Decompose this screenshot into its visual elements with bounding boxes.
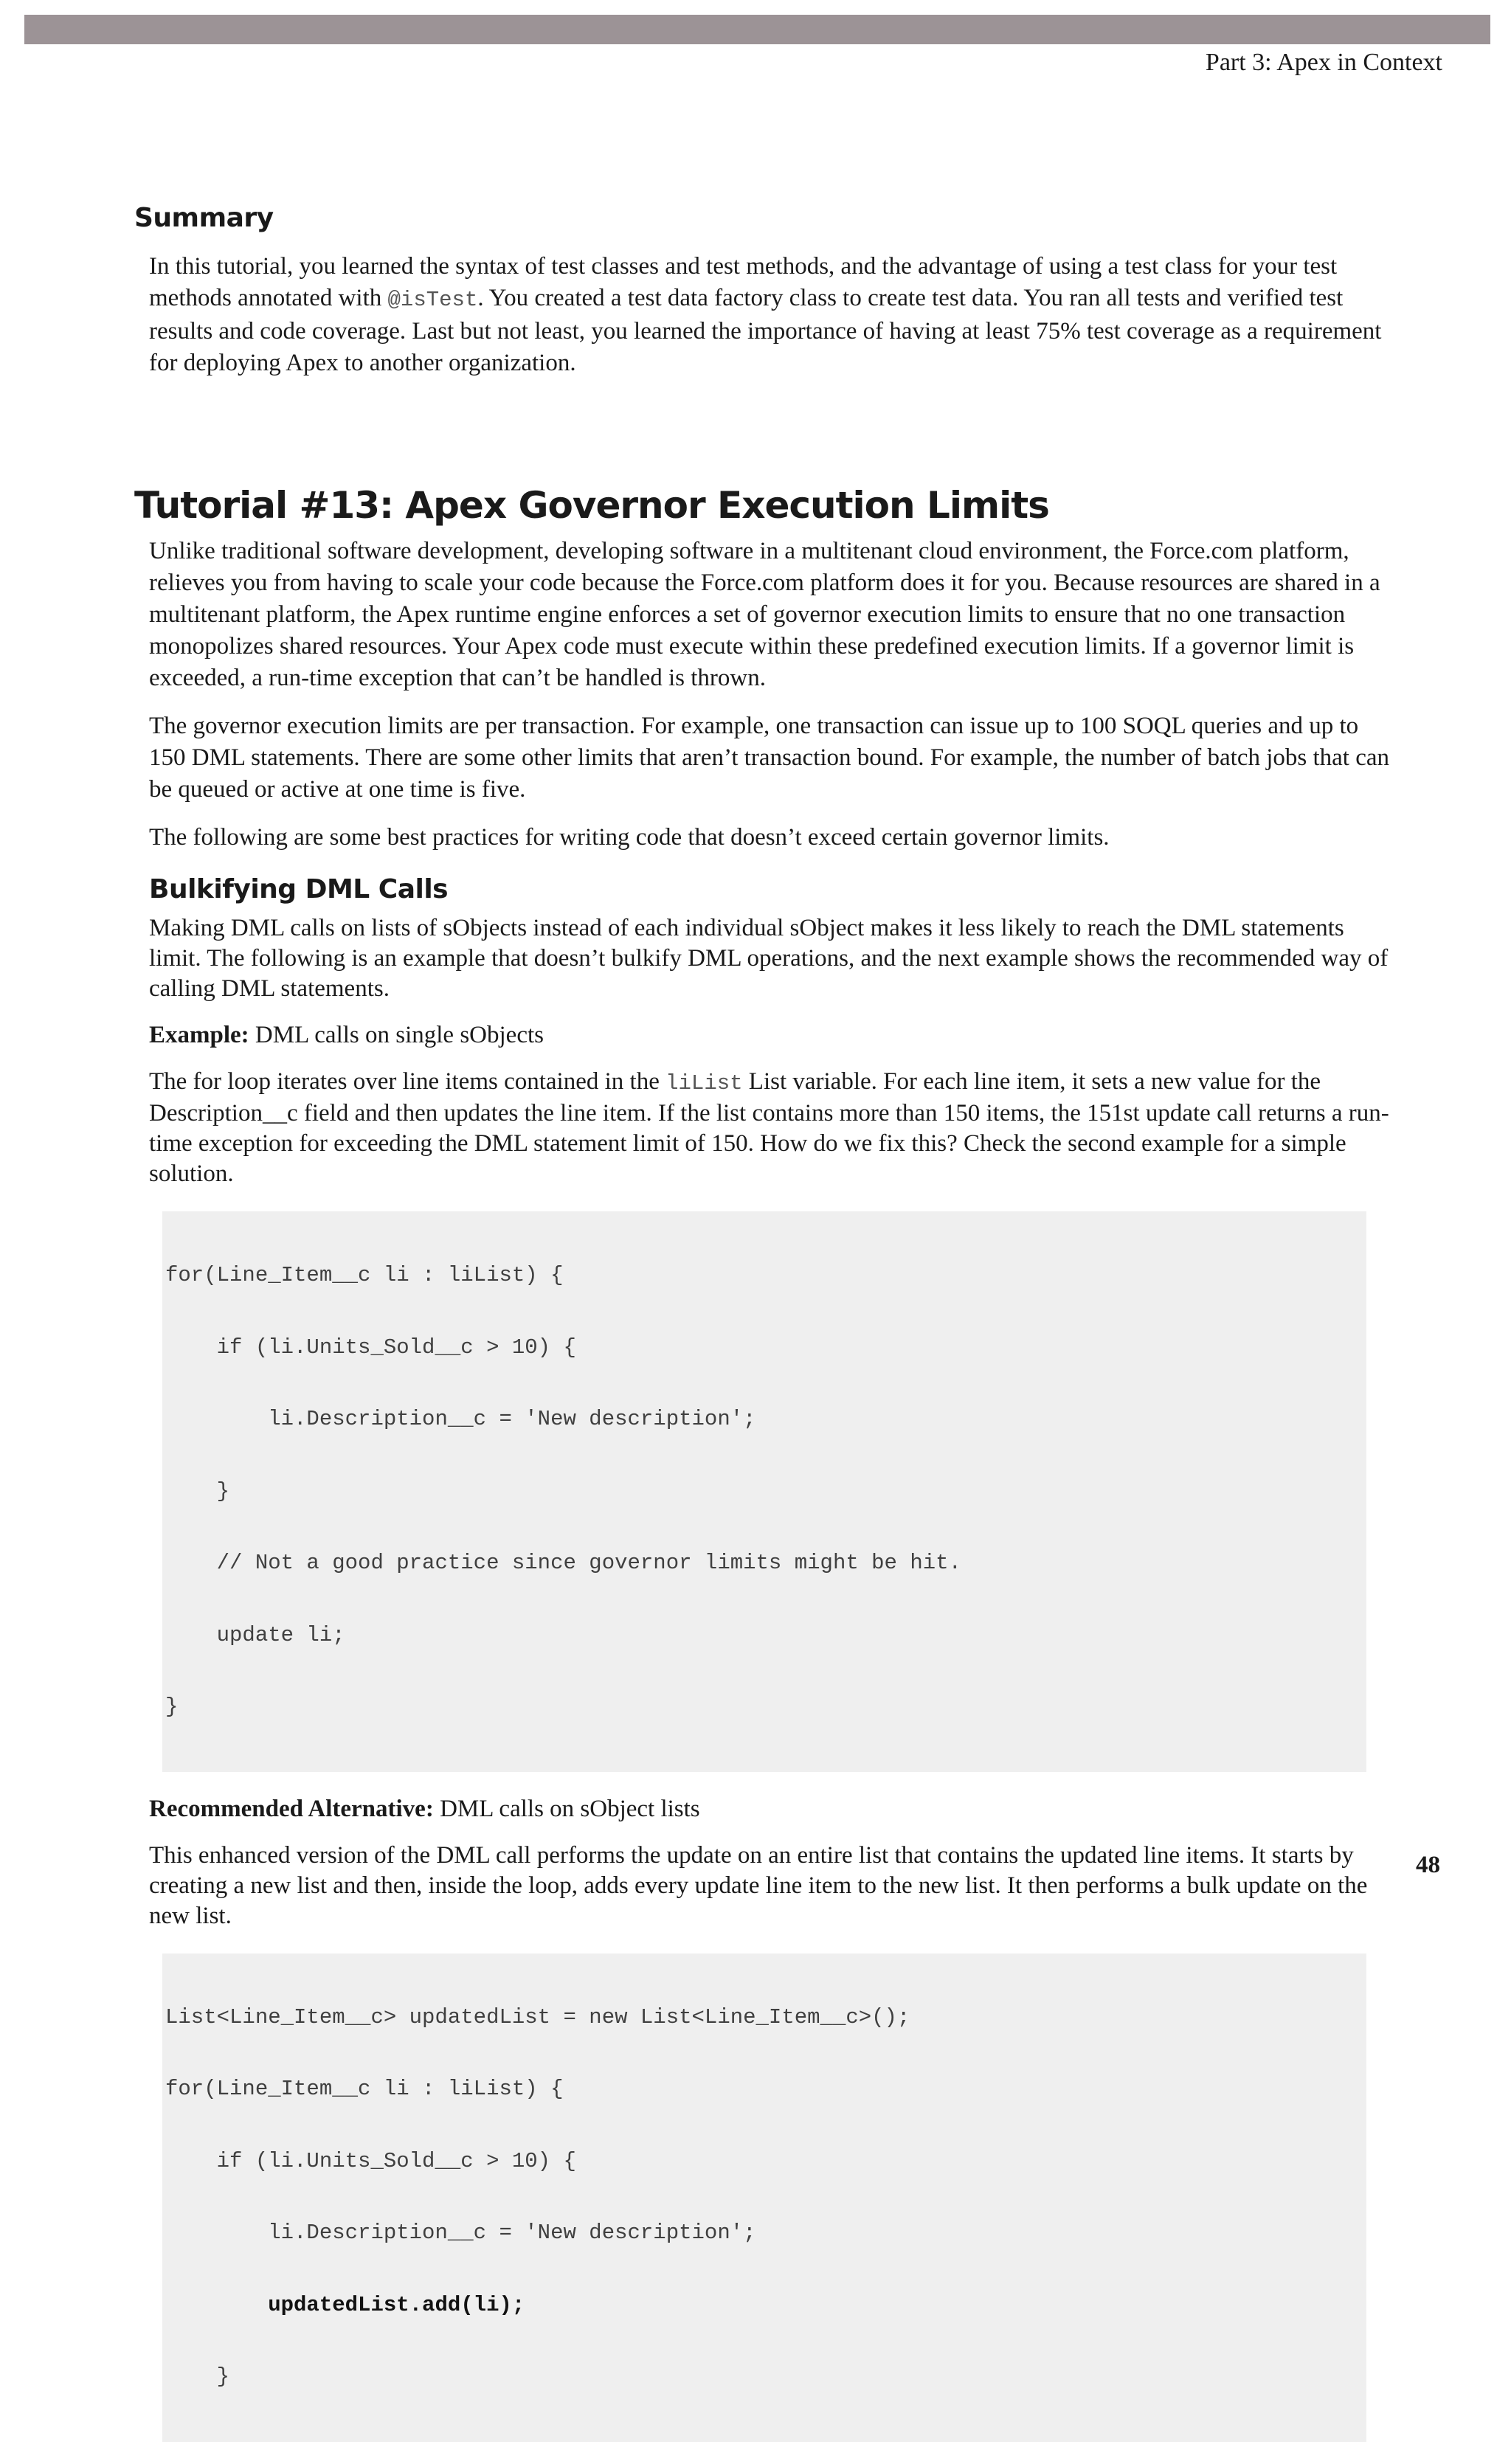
alternative-label: Recommended Alternative: — [149, 1795, 434, 1822]
alternative-caption — [149, 1794, 1396, 1824]
example-label: Example: — [149, 1022, 249, 1048]
code-line: update li; — [165, 1622, 345, 1647]
tutorial-heading: Tutorial #13: Apex Governor Execution Limits — [134, 484, 1049, 527]
bulkify-heading: Bulkifying DML Calls — [149, 874, 449, 904]
bulkify-paragraph-1: Making DML calls on lists of sObjects instead of each individual sObject makes it less likely to reach the DML statements limit. The following is an example that doesn’t bulkify DML operations, and the next example shows the recommended way of calling DML statements. — [149, 915, 1389, 1002]
page-content — [134, 203, 1389, 2464]
bulkify-p2-text-b: List variable. For each line item, it sets a new value for the Description__c field and then updates the line item. If the list contains more than 150 items, the 151st update call returns a run-time exception for exceeding the DML statement limit of 150. How do we fix this? Check the second example for a simple solution. — [149, 1068, 1389, 1187]
code-line: // Not a good practice since governor limits might be hit. — [165, 1551, 961, 1575]
summary-text-b: . You created a test data factory class to create test data. You ran all tests and verified test results and code coverage. Last but not least, you learned the importance of having at least 75% test coverage as a requirement for deploying Apex to another organization. — [149, 285, 1382, 376]
bulkify-paragraph-3: This enhanced version of the DML call performs the update on an entire list that contains the updated line items. It starts by creating a new list and then, inside the loop, adds every update line item to the new list. It then performs a bulk update on the new list. — [149, 1841, 1368, 1929]
code-block-list — [162, 1953, 1366, 2442]
example-caption — [149, 1020, 1396, 1051]
code-line: li.Description__c = 'New description'; — [165, 1407, 756, 1431]
bulkify-p2-text-a: The for loop iterates over line items contained in the — [149, 1068, 666, 1095]
tutorial-paragraph-2: The governor execution limits are per transaction. For example, one transaction can issue up to 100 SOQL queries and up to 150 DML statements. There are some other limits that aren’t transaction bound. For example, the number of batch jobs that can be queued or active at one time is five. — [149, 713, 1390, 803]
code-line: li.Description__c = 'New description'; — [165, 2221, 756, 2245]
page-number: 48 — [1416, 1852, 1440, 1878]
istest-code: @isTest — [387, 288, 478, 312]
tutorial-paragraph-3: The following are some best practices for writing code that doesn’t exceed certain governor limits. — [149, 824, 1110, 851]
code-line: } — [165, 1478, 230, 1503]
code-line: if (li.Units_Sold__c > 10) { — [165, 2148, 576, 2173]
summary-paragraph — [149, 251, 1396, 379]
code-line: for(Line_Item__c li : liList) { — [165, 2077, 564, 2101]
running-head: Part 3: Apex in Context — [1205, 49, 1442, 76]
code-line: if (li.Units_Sold__c > 10) { — [165, 1335, 576, 1360]
bulkify-paragraph-2 — [149, 1067, 1396, 1189]
lilist-code: liList — [665, 1071, 743, 1096]
code-line-highlighted: updatedList.add(li); — [165, 2292, 525, 2317]
header-bar — [24, 15, 1490, 44]
alternative-text: DML calls on sObject lists — [433, 1795, 700, 1822]
code-line: } — [165, 2364, 230, 2389]
tutorial-paragraph-1: Unlike traditional software development, developing software in a multitenant cloud environment, the Force.com platform, relieves you from having to scale your code because the Force.com platform does it for you. Because resources are shared in a multitenant platform, the Apex runtime engine enforces a set of governor execution limits to ensure that no one transaction monopolizes shared resources. Your Apex code must execute within these predefined execution limits. If a governor limit is exceeded, a run-time exception that can’t be handled is thrown. — [149, 538, 1380, 691]
example-text: DML calls on single sObjects — [249, 1022, 544, 1048]
code-block-single — [162, 1211, 1366, 1772]
code-line: List<Line_Item__c> updatedList = new List<Line_Item__c>(); — [165, 2004, 910, 2029]
code-line: } — [165, 1695, 179, 1719]
code-line: for(Line_Item__c li : liList) { — [165, 1263, 564, 1287]
summary-text-a: In this tutorial, you learned the syntax of test classes and test methods, and the advantage of using a test class for your test methods annotated with — [149, 253, 1338, 311]
summary-heading: Summary — [134, 203, 274, 233]
